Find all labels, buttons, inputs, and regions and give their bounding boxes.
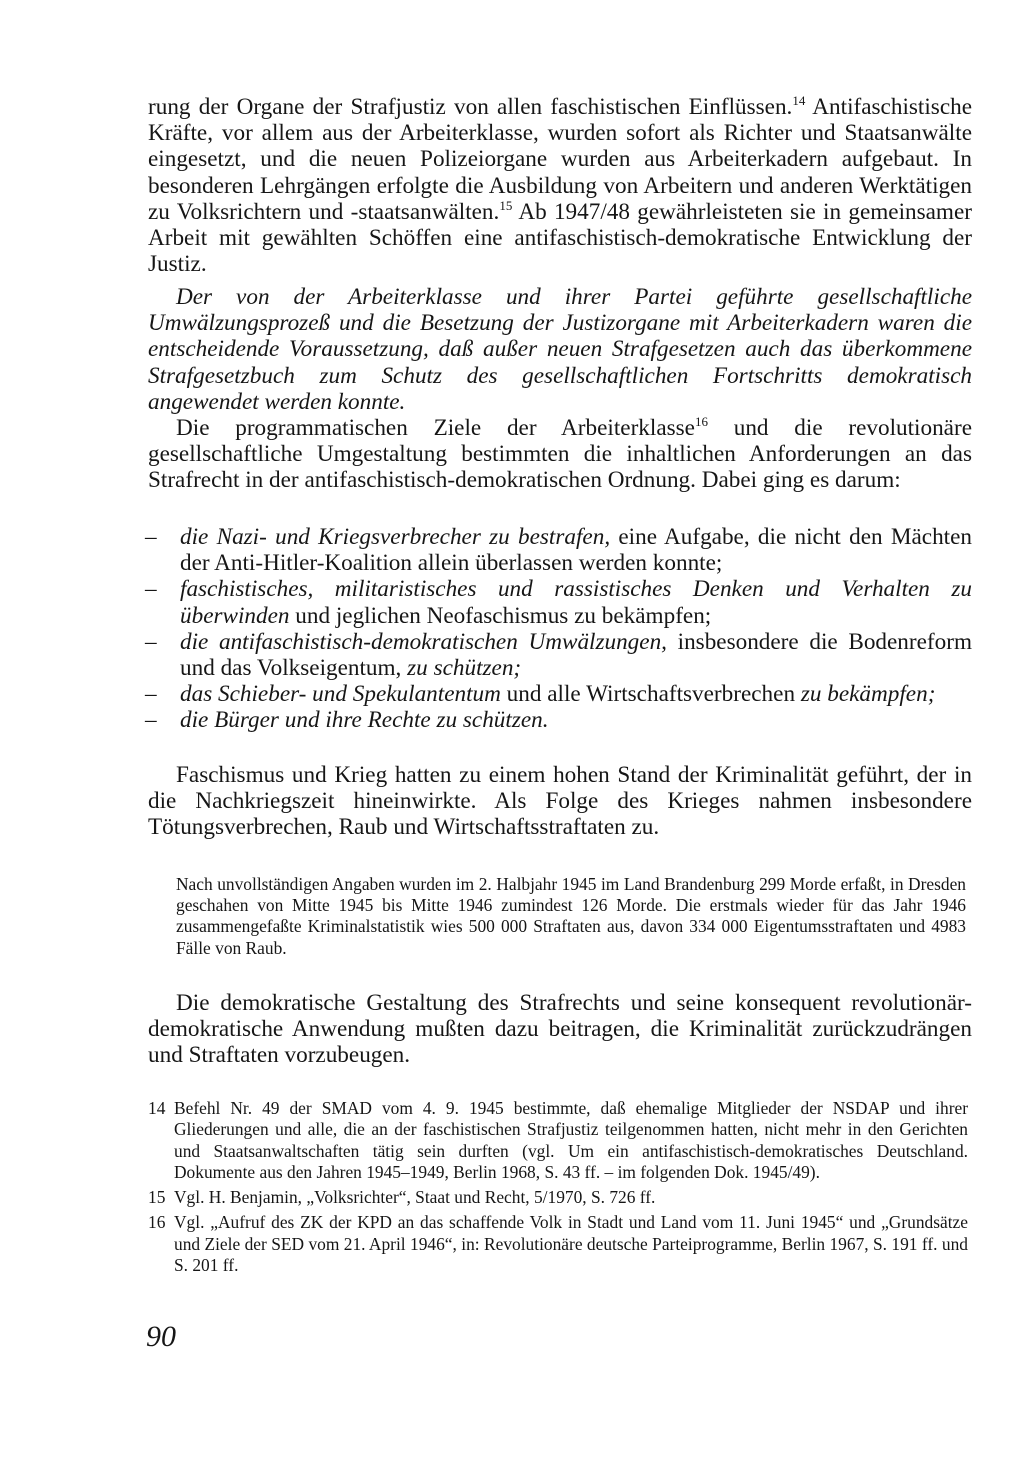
footnote-number: 14 [148, 1098, 166, 1118]
list-item-italic: die Nazi- und Kriegsverbrecher zu bestrafen, [180, 524, 611, 550]
paragraph-crime-rise: Faschismus und Krieg hatten zu einem hohen Stand der Kriminalität geführt, der in die Nachkriegszeit hineinwirkte. Als Folge des Krieges nahmen insbesondere Tötungsverbrechen, Raub und Wirtschaftsstraftaten zu. [148, 762, 972, 841]
page-number: 90 [146, 1320, 176, 1353]
footnotes [148, 1098, 968, 1280]
list-item [145, 681, 972, 708]
footnote-number: 16 [148, 1212, 166, 1233]
paragraph-text: und die revolutionäre gesellschaftliche Umgestaltung bestimmten die inhaltlichen Anforderungen an das Strafrecht in der antifaschistisch-demokratischen Ordnung. Dabei ging es darum: [148, 415, 972, 494]
footnote-text: Vgl. H. Benjamin, „Volksrichter“, Staat und Recht, 5/1970, S. 726 ff. [174, 1187, 656, 1208]
list-item [145, 576, 972, 629]
footnote-ref-14[interactable]: 14 [792, 93, 806, 108]
paragraph-programmatic-goals [148, 415, 972, 494]
goals-list [145, 524, 973, 734]
list-item-italic: zu schützen; [407, 655, 522, 682]
footnote-number: 15 [148, 1187, 166, 1208]
list-item-italic: die Bürger und ihre Rechte zu schützen. [180, 707, 549, 734]
list-item [145, 628, 972, 682]
list-item-italic: das Schieber- und Spekulantentum [180, 681, 501, 708]
footnote-ref-15[interactable]: 15 [499, 197, 513, 213]
list-item-italic: zu bekämpfen; [800, 681, 936, 708]
list-item-italic: die antifaschistisch-demokratischen Umwälzungen, [180, 628, 667, 655]
paragraph-justice-reform [148, 94, 972, 277]
footnote-text: Befehl Nr. 49 der SMAD vom 4. 9. 1945 bestimmte, daß ehemalige Mitglieder der NSDAP und ihrer Gliederungen und alle, die an der faschistischen Strafjustiz teilgenommen hatten, nicht mehr in den Gerichten und Staatsanwaltschaften tätig sein durften (vgl. Um ein antifaschistisch-demokratisches Deutschland. Dokumente aus den Jahren 1945–1949, Berlin 1968, S. 43 ff. – im folgenden Dok. 1945/49). [174, 1098, 968, 1182]
dash-marker: – [145, 576, 157, 603]
paragraph-italic-thesis: Der von der Arbeiterklasse und ihrer Partei geführte gesellschaftliche Umwälzungsprozeß und die Besetzung der Justizorgane mit Arbeiterkadern waren die entscheidende Voraussetzung, daß außer neuen Strafgesetzen auch das überkommene Strafgesetzbuch zum Schutz des gesellschaftlichen Fortschritts demokratisch angewendet werden konnte. [148, 284, 972, 415]
list-item-text: insbesondere die Bodenreform und das Volkseigentum, [180, 628, 972, 682]
paragraph-text: Die programmatischen Ziele der Arbeiterklasse [176, 415, 695, 441]
list-item-text: eine Aufgabe, die nicht den Mächten der Anti-Hitler-Koalition allein überlassen werden konnte; [180, 524, 973, 577]
list-item-italic: faschistisches, militaristisches und rassistisches Denken und Verhalten zu überwinden [180, 576, 972, 629]
paragraph-text: Antifaschistische Kräfte, vor allem aus der Arbeiterklasse, wurden sofort als Richter und Staatsanwälte eingesetzt, und die neuen Polizeiorgane wurden aus Arbeiterkadern aufgebaut. In besonderen Lehrgängen erfolgte die Ausbildung von Arbeitern und anderen Werktätigen zu Volksrichtern und -staatsanwälten. [148, 94, 972, 225]
dash-marker: – [145, 524, 157, 550]
paragraph-conclusion: Die demokratische Gestaltung des Strafrechts und seine konsequent revolutionär-demokratische Anwendung mußten dazu beitragen, die Kriminalität zurückzudrängen und Straftaten vorzubeugen. [148, 990, 972, 1069]
crime-statistics-box: Nach unvollständigen Angaben wurden im 2. Halbjahr 1945 im Land Brandenburg 299 Morde erfaßt, in Dresden geschahen von Mitte 1945 bis Mitte 1946 zumindest 126 Morde. Die erstmals wieder für das Jahr 1946 zusammengefaßte Kriminalstatistik wies 500 000 Straftaten aus, davon 334 000 Eigentumsstraftaten und 4983 Fälle von Raub. [176, 874, 966, 958]
dash-marker: – [145, 628, 157, 655]
footnote-14 [148, 1098, 968, 1183]
paragraph-text: rung der Organe der Strafjustiz von allen faschistischen Einflüssen. [148, 94, 793, 120]
footnote-ref-16[interactable]: 16 [694, 414, 708, 429]
footnote-15 [148, 1187, 968, 1208]
list-item [145, 524, 973, 577]
list-item-text: und jeglichen Neofaschismus zu bekämpfen; [289, 602, 712, 629]
dash-marker: – [145, 707, 157, 734]
footnote-text: Vgl. „Aufruf des ZK der KPD an das schaffende Volk in Stadt und Land vom 11. Juni 1945“ und „Grundsätze und Ziele der SED vom 21. April 1946“, in: Revolutionäre deutsche Parteiprogramme, Berlin 1967, S. 191 ff. und S. 201 ff. [174, 1212, 968, 1276]
footnote-16 [148, 1212, 968, 1276]
list-item-text: und alle Wirtschaftsverbrechen [500, 681, 801, 708]
dash-marker: – [145, 681, 157, 708]
paragraph-text: Ab 1947/48 gewährleisteten sie in gemeinsamer Arbeit mit gewählten Schöffen eine antifaschistisch-demokratische Entwicklung der Justiz. [148, 198, 972, 278]
list-item [145, 707, 972, 734]
